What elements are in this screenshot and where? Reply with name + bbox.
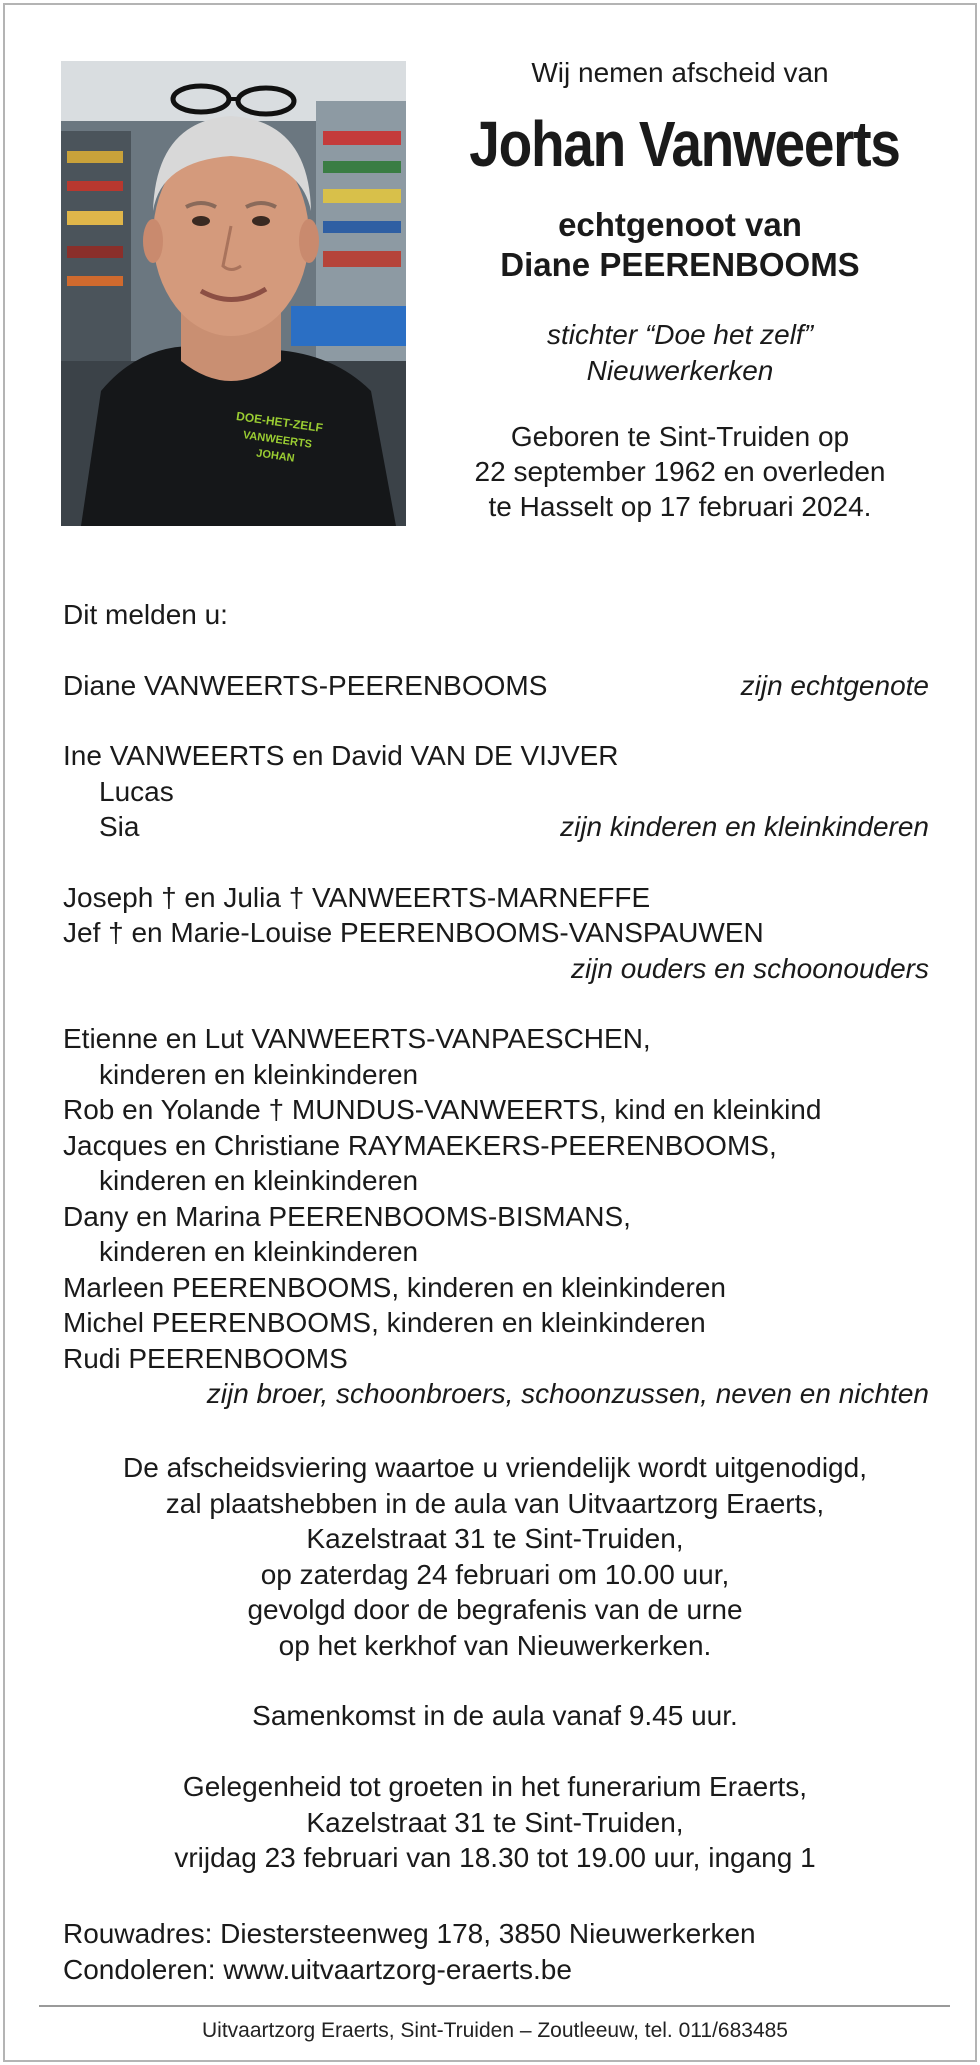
shirt-print-line1: DOE-HET-ZELF — [235, 409, 324, 436]
gathering-text: Samenkomst in de aula vanaf 9.45 uur. — [252, 1700, 738, 1731]
children-line-1: Ine VANWEERTS en David VAN DE VIJVER — [63, 740, 619, 771]
condolences-link[interactable]: Condoleren: www.uitvaartzorg-eraerts.be — [63, 1953, 572, 1985]
funeral-home-footer: Uitvaartzorg Eraerts, Sint-Truiden – Zoutleeuw, tel. 011/683485 — [202, 2019, 788, 2042]
spouse-line-2: Diane PEERENBOOMS — [500, 246, 860, 283]
ceremony-line-6: op het kerkhof van Nieuwerkerken. — [278, 1629, 712, 1661]
siblings-line-6: Dany en Marina PEERENBOOMS-BISMANS, — [63, 1200, 631, 1232]
siblings-relation: zijn broer, schoonbroers, schoonzussen, neven en nichten — [206, 1378, 929, 1409]
grandchild-sia: Sia — [99, 811, 140, 842]
siblings-line-8: Marleen PEERENBOOMS, kinderen en kleinkinderen — [63, 1271, 726, 1303]
intro-text: Wij nemen afscheid van — [531, 57, 829, 88]
children-last-row — [63, 809, 929, 845]
siblings-line-2: kinderen en kleinkinderen — [99, 1058, 419, 1090]
portrait-photo — [61, 61, 406, 526]
portrait-illustration — [61, 61, 406, 526]
born-line-3: te Hasselt op 17 februari 2024. — [488, 491, 872, 522]
deceased-name: Johan Vanweerts — [469, 108, 900, 180]
visitation-line-2: Kazelstraat 31 te Sint-Truiden, — [306, 1806, 684, 1838]
family-list — [63, 597, 929, 1412]
visitation-line-3: vrijdag 23 februari van 18.30 tot 19.00 uur, ingang 1 — [174, 1842, 816, 1873]
shirt-print-line3: JOHAN — [255, 447, 296, 465]
parents-relation: zijn ouders en schoonouders — [570, 952, 929, 984]
born-line-2: 22 september 1962 en overleden — [474, 456, 886, 487]
siblings-line-3: Rob en Yolande † MUNDUS-VANWEERTS, kind en kleinkind — [63, 1094, 822, 1125]
parents-line-1: Joseph † en Julia † VANWEERTS-MARNEFFE — [63, 881, 651, 913]
founder-line-1: stichter “Doe het zelf” — [546, 319, 814, 350]
siblings-line-5: kinderen en kleinkinderen — [99, 1165, 419, 1196]
wife-relation: zijn echtgenote — [740, 669, 929, 701]
footer-divider — [39, 2005, 950, 2007]
siblings-line-4: Jacques en Christiane RAYMAEKERS-PEERENBOOMS, — [63, 1129, 777, 1161]
mourning-address: Rouwadres: Diestersteenweg 178, 3850 Nieuwerkerken — [63, 1918, 756, 1949]
born-line-1: Geboren te Sint-Truiden op — [510, 421, 850, 452]
wife-row — [63, 668, 929, 704]
siblings-line-9: Michel PEERENBOOMS, kinderen en kleinkinderen — [63, 1307, 706, 1338]
ceremony-line-2: zal plaatshebben in de aula van Uitvaartzorg Eraerts, — [165, 1487, 825, 1519]
wife-name: Diane VANWEERTS-PEERENBOOMS — [63, 669, 548, 701]
shirt-print-line2: VANWEERTS — [242, 429, 313, 451]
contact-block — [63, 1916, 943, 1987]
grandchild-lucas: Lucas — [99, 775, 174, 807]
siblings-line-7: kinderen en kleinkinderen — [99, 1236, 419, 1267]
founder-line-2: Nieuwerkerken — [586, 355, 774, 386]
founder-block — [435, 317, 925, 389]
spouse-block — [435, 205, 925, 285]
spouse-line-1: echtgenoot van — [558, 206, 802, 243]
ceremony-block — [45, 1450, 945, 1663]
family-intro: Dit melden u: — [63, 599, 228, 630]
parents-line-2: Jef † en Marie-Louise PEERENBOOMS-VANSPAUWEN — [63, 917, 764, 948]
siblings-line-1: Etienne en Lut VANWEERTS-VANPAESCHEN, — [63, 1023, 651, 1054]
ceremony-line-1: De afscheidsviering waartoe u vriendelijk wordt uitgenodigd, — [123, 1452, 867, 1483]
deceased-header — [435, 55, 925, 524]
birth-death-block — [435, 419, 925, 524]
siblings-line-10: Rudi PEERENBOOMS — [63, 1342, 348, 1374]
ceremony-line-4: op zaterdag 24 februari om 10.00 uur, — [260, 1558, 730, 1590]
obituary-card — [3, 3, 977, 2062]
ceremony-line-5: gevolgd door de begrafenis van de urne — [247, 1594, 743, 1625]
children-relation: zijn kinderen en kleinkinderen — [560, 811, 929, 842]
visitation-block — [45, 1769, 945, 1876]
ceremony-line-3: Kazelstraat 31 te Sint-Truiden, — [306, 1523, 684, 1554]
visitation-line-1: Gelegenheid tot groeten in het funerarium Eraerts, — [182, 1771, 808, 1802]
